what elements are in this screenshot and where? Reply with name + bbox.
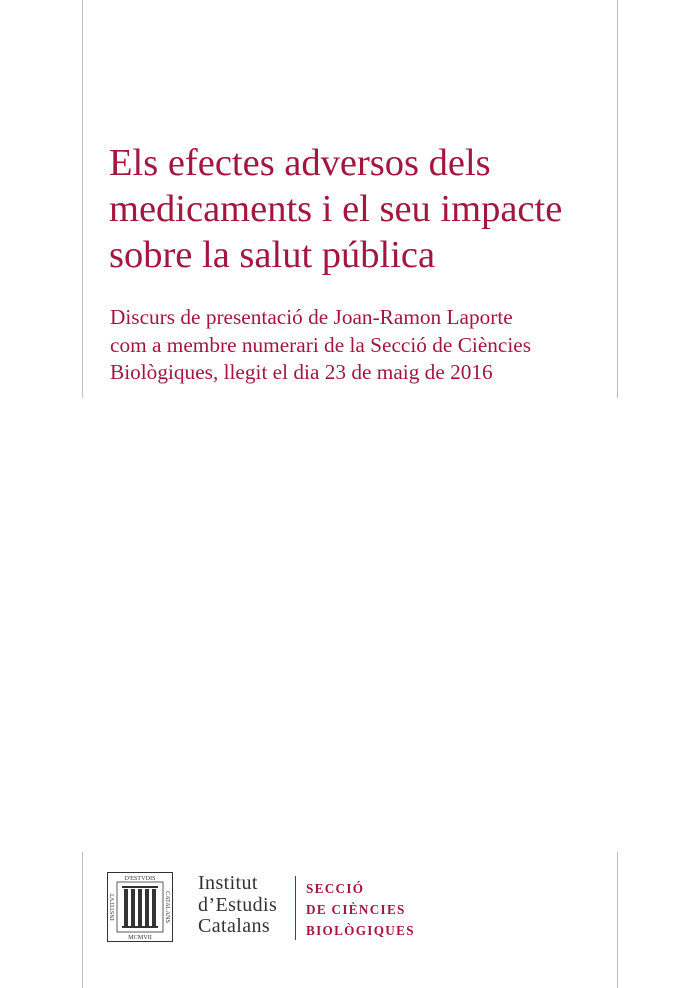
- document-subtitle: [110, 304, 610, 387]
- title-line: sobre la salut pública: [109, 234, 436, 276]
- seal-text-right: CATALANS: [164, 891, 171, 923]
- seal-text-left: INSTITVT: [109, 893, 116, 921]
- subtitle-line: Discurs de presentació de Joan-Ramon Laporte: [110, 305, 513, 329]
- section-name-line: DE CIÈNCIES: [306, 902, 406, 917]
- section-name-line: BIOLÒGIQUES: [306, 923, 415, 938]
- title-line: Els efectes adversos dels: [109, 142, 491, 184]
- institute-name-line: d’Estudis: [198, 893, 278, 916]
- crop-guide-left-top: [82, 0, 83, 398]
- section-name: [306, 878, 415, 941]
- document-title: [109, 140, 609, 278]
- crop-guide-right-bottom: [617, 852, 618, 988]
- crop-guide-left-bottom: [82, 852, 83, 988]
- subtitle-line: com a membre numerari de la Secció de Ciències: [110, 332, 532, 357]
- seal-text-bottom: MCMVII: [128, 934, 152, 941]
- footer-divider: [295, 876, 296, 940]
- publisher-footer: [107, 872, 507, 944]
- title-line: medicaments i el seu impacte: [109, 188, 563, 230]
- institute-name-line: Institut: [198, 872, 258, 894]
- institute-name: [198, 873, 277, 938]
- section-name-line: SECCIÓ: [306, 881, 365, 896]
- subtitle-line: Biològiques, llegit el dia 23 de maig de 2016: [110, 360, 493, 384]
- seal-text-top: D'ESTVDIS: [124, 875, 156, 882]
- crop-guide-right-top: [617, 0, 618, 398]
- iec-seal-logo: [107, 872, 173, 942]
- seal-columns-icon: [122, 886, 158, 928]
- institute-name-line: Catalans: [198, 915, 271, 937]
